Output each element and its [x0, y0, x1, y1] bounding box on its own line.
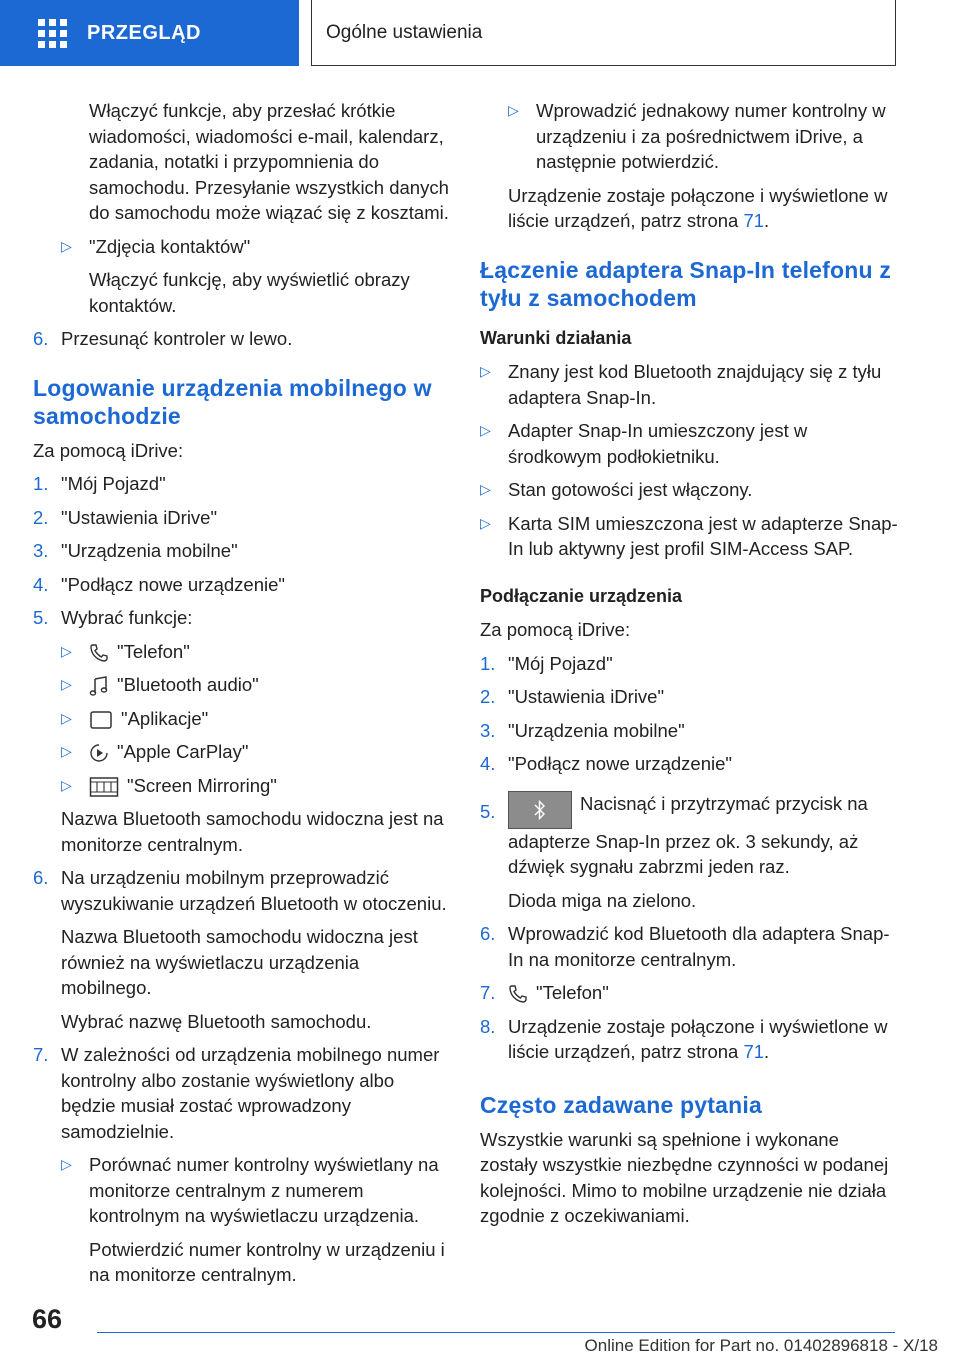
- header-bar: [0, 0, 960, 66]
- step-6: [33, 865, 449, 916]
- grid-menu-icon: [38, 19, 67, 48]
- left-column: [33, 98, 449, 1296]
- function-label: "Telefon": [117, 640, 190, 662]
- section-title: Ogólne ustawienia: [326, 21, 483, 43]
- step-text: "Urządzenia mobilne": [61, 540, 238, 561]
- section-breadcrumb[interactable]: [311, 0, 896, 66]
- condition-item: [480, 511, 900, 562]
- function-item-bluetooth-audio: [33, 672, 449, 698]
- faq-text: Wszystkie warunki są spełnione i wykonane zostały wszystkie niezbędne czynności w podanej kolejności. Mimo to mobilne urządzenie nie działa zgodnie z oczekiwaniami.: [480, 1128, 889, 1226]
- step-number: 1.: [33, 473, 49, 494]
- triangle-bullet-icon: ▷: [480, 422, 491, 438]
- condition-text: Adapter Snap-In umieszczony jest w środkowym podłokietniku.: [508, 420, 808, 467]
- step-text: Nacisnąć i przytrzymać przycisk na adapterze Snap-In przez ok. 3 sekundy, aż dźwięk sygnału zabrzmi jeden raz.: [508, 792, 868, 877]
- right-column: [480, 98, 900, 1237]
- step-text: "Mój Pojazd": [61, 473, 166, 494]
- right-step-7: [480, 980, 900, 1006]
- top-item: [480, 98, 900, 175]
- step-text: "Urządzenia mobilne": [508, 719, 685, 741]
- step-number: 6.: [33, 867, 49, 888]
- connect-title: Podłączanie urządzenia: [480, 585, 683, 606]
- step-text: Urządzenie zostaje połączone i wyświetlone w liście urządzeń, patrz strona: [508, 1015, 888, 1062]
- step-text-end: .: [764, 1041, 770, 1062]
- step-1: [33, 471, 449, 497]
- step-text: "Telefon": [536, 982, 609, 1003]
- right-step-6: [480, 921, 900, 972]
- page-link[interactable]: 71: [743, 210, 765, 231]
- step-number: 4.: [480, 753, 496, 774]
- apps-square-icon: [89, 710, 113, 730]
- bluetooth-button-image: [508, 791, 572, 829]
- function-label: "Aplikacje": [121, 707, 209, 729]
- triangle-bullet-icon: ▷: [61, 776, 72, 793]
- step-number: 5.: [480, 800, 496, 822]
- phone-icon: [508, 984, 528, 1004]
- top-item-text: Wprowadzić jednakowy numer kontrolny w urządzeniu i za pośrednictwem iDrive, a następnie potwierdzić.: [536, 100, 886, 172]
- step-text: "Mój Pojazd": [508, 652, 613, 674]
- triangle-bullet-icon: ▷: [480, 481, 491, 497]
- function-item-apps: [33, 706, 449, 732]
- function-label: "Apple CarPlay": [117, 741, 249, 762]
- via-idrive-right: Za pomocą iDrive:: [480, 619, 631, 640]
- triangle-bullet-icon: ▷: [61, 676, 72, 692]
- top-paragraph-end: .: [764, 210, 770, 231]
- step-text: "Ustawienia iDrive": [508, 686, 665, 707]
- right-step-5: [480, 791, 900, 880]
- top-paragraph: [480, 183, 900, 234]
- right-step-2: [480, 684, 900, 710]
- function-label: "Screen Mirroring": [127, 774, 277, 796]
- step-6-note-2: Wybrać nazwę Bluetooth samochodu.: [61, 1010, 372, 1032]
- section-heading-snap-in: Łączenie adaptera Snap-In telefonu z tyłu z samochodem: [480, 256, 892, 311]
- function-label: "Bluetooth audio": [117, 674, 259, 695]
- via-idrive: Za pomocą iDrive:: [33, 439, 184, 461]
- function-item-phone: [33, 639, 449, 665]
- section-heading-logowanie: Logowanie urządzenia mobilnego w samochodzie: [33, 374, 432, 429]
- top-step-6: [33, 326, 449, 352]
- triangle-bullet-icon: ▷: [61, 642, 72, 659]
- right-step-1: [480, 651, 900, 677]
- overview-nav-button[interactable]: [0, 0, 299, 66]
- triangle-bullet-icon: ▷: [480, 514, 491, 531]
- triangle-bullet-icon: ▷: [61, 743, 72, 759]
- faq-heading: Często zadawane pytania: [480, 1091, 762, 1118]
- step-3: [33, 538, 449, 564]
- step-5: [33, 605, 449, 631]
- step-number: 6.: [480, 923, 496, 944]
- top-paragraph-text: Urządzenie zostaje połączone i wyświetlone w liście urządzeń, patrz strona: [508, 184, 888, 231]
- step-text: Wprowadzić kod Bluetooth dla adaptera Snap-In na monitorze centralnym.: [508, 923, 890, 970]
- bluetooth-icon: [533, 799, 547, 821]
- step-number: 3.: [480, 719, 496, 741]
- function-item-carplay: [33, 739, 449, 765]
- step-number: 2.: [480, 686, 496, 707]
- step-7-subnote: Potwierdzić numer kontrolny w urządzeniu i na monitorze centralnym.: [89, 1238, 445, 1285]
- step-text: Wybrać funkcje:: [61, 607, 193, 628]
- page-number: 66: [32, 1304, 63, 1334]
- step-number: 7.: [480, 982, 496, 1003]
- step-number: 1.: [480, 652, 496, 674]
- step-7-subitem-text: Porównać numer kontrolny wyświetlany na monitorze centralnym z numerem kontrolnym na wyświetlaczu urządzenia.: [89, 1154, 439, 1226]
- carplay-play-icon: [89, 743, 109, 763]
- page-link[interactable]: 71: [743, 1041, 765, 1062]
- step-number: 2.: [33, 506, 49, 528]
- step-text: W zależności od urządzenia mobilnego numer kontrolny albo zostanie wyświetlony albo będzie musiał zostać wprowadzony samodzielnie.: [61, 1044, 440, 1142]
- footer-edition: Online Edition for Part no. 01402896818 - X/18: [584, 1336, 938, 1355]
- step-2: [33, 505, 449, 531]
- conditions-title: Warunki działania: [480, 327, 632, 348]
- photos-item-label: "Zdjęcia kontaktów": [89, 235, 251, 257]
- triangle-bullet-icon: ▷: [480, 363, 491, 379]
- step-number: 8.: [480, 1015, 496, 1037]
- condition-text: Stan gotowości jest włączony.: [508, 479, 753, 500]
- condition-text: Znany jest kod Bluetooth znajdujący się z tyłu adaptera Snap-In.: [508, 361, 882, 408]
- intro-text: Włączyć funkcje, aby przesłać krótkie wiadomości, wiadomości e-mail, kalendarz, zadania, notatki i przypomnienia do samochodu. Przesyłanie wszystkich danych do samochodu może wiązać się z kosztami.: [89, 100, 449, 223]
- step-number: 7.: [33, 1044, 49, 1065]
- right-step-4: [480, 751, 900, 777]
- step-number: 4.: [33, 573, 49, 595]
- right-step-8: [480, 1014, 900, 1065]
- condition-item: [480, 359, 900, 410]
- photos-desc: Włączyć funkcję, aby wyświetlić obrazy kontaktów.: [89, 269, 410, 316]
- screen-mirroring-icon: [89, 776, 119, 798]
- step-6-note-1: Nazwa Bluetooth samochodu widoczna jest również na wyświetlaczu urządzenia mobilnego.: [61, 926, 418, 998]
- step-7: [33, 1042, 449, 1144]
- triangle-bullet-icon: ▷: [508, 102, 519, 118]
- footer-divider: [97, 1332, 895, 1333]
- step-text: "Podłącz nowe urządzenie": [61, 573, 285, 595]
- triangle-bullet-icon: ▷: [61, 709, 72, 726]
- music-note-icon: [89, 675, 109, 697]
- function-item-screen-mirroring: [33, 773, 449, 799]
- step-5-note: Dioda miga na zielono.: [508, 889, 697, 911]
- intro-paragraph: [33, 98, 449, 226]
- photos-item: [33, 234, 449, 260]
- step-4: [33, 572, 449, 598]
- step-number: 6.: [33, 328, 49, 349]
- step-text: "Podłącz nowe urządzenie": [508, 753, 732, 774]
- overview-nav-label: PRZEGLĄD: [87, 21, 201, 44]
- step-7-subitem: [33, 1152, 449, 1229]
- step-text: Na urządzeniu mobilnym przeprowadzić wyszukiwanie urządzeń Bluetooth w otoczeniu.: [61, 867, 447, 914]
- bt-visible-note: Nazwa Bluetooth samochodu widoczna jest na monitorze centralnym.: [61, 808, 444, 855]
- triangle-bullet-icon: ▷: [61, 1156, 72, 1172]
- step-number: 3.: [33, 540, 49, 561]
- condition-item: [480, 477, 900, 503]
- step-text: "Ustawienia iDrive": [61, 506, 218, 528]
- condition-text: Karta SIM umieszczona jest w adapterze Snap-In lub aktywny jest profil SIM-Access SAP.: [508, 512, 898, 559]
- triangle-bullet-icon: ▷: [61, 237, 72, 254]
- step-number: 5.: [33, 607, 49, 628]
- right-step-3: [480, 718, 900, 744]
- phone-icon: [89, 643, 109, 663]
- step-text: Przesunąć kontroler w lewo.: [61, 328, 293, 349]
- condition-item: [480, 418, 900, 469]
